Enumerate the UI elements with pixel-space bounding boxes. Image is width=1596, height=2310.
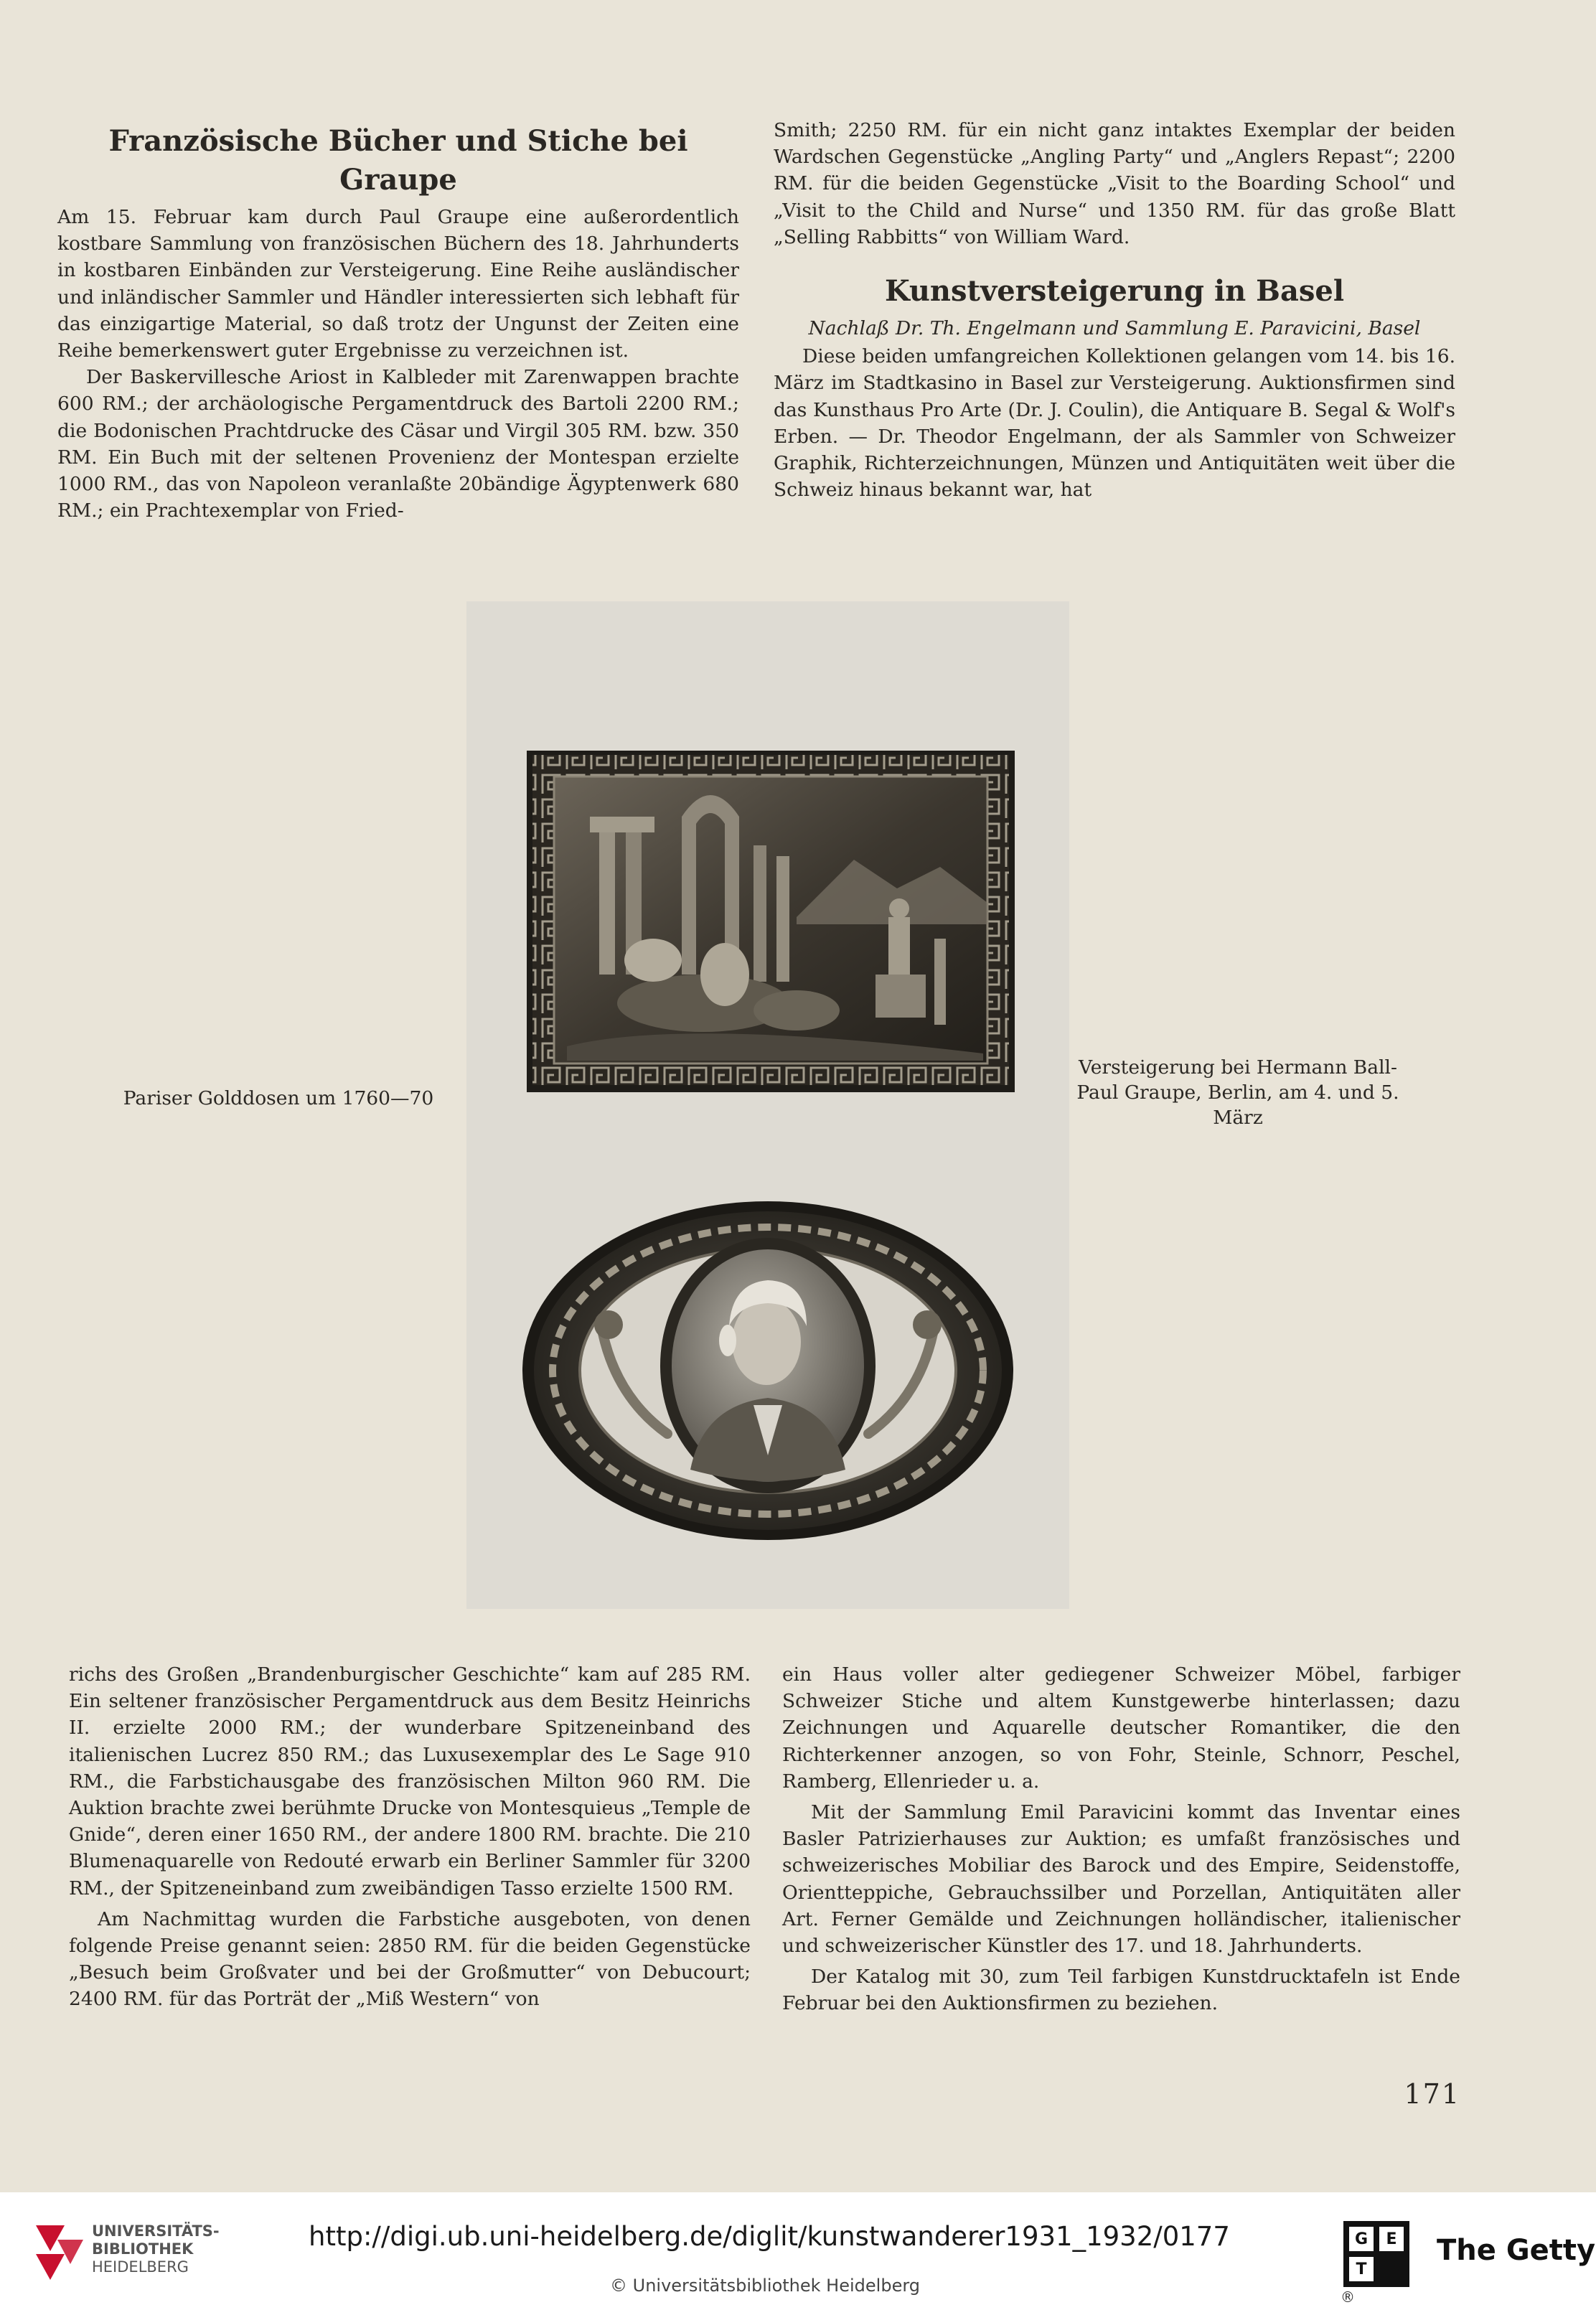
rectangular-gold-box	[527, 751, 1015, 1092]
page-number: 171	[1404, 2078, 1460, 2110]
paragraph: Mit der Sammlung Emil Paravicini kommt das Inventar eines Basler Patrizierhauses zur Auktion; es umfaßt französisches und schweizerisches Mobiliar des Barock und des Empire, Seidenstoffe, Orientteppiche, Gebrauchssilber und Porzellan, Antiquitäten aller Art. Ferner Gemälde und Zeichnungen holländischer, italienischer und schweizerischer Künstler des 17. und 18. Jahrhunderts.	[782, 1801, 1460, 1958]
library-name-line: BIBLIOTHEK	[92, 2240, 194, 2258]
caption-right: Versteigerung bei Hermann Ball-Paul Graupe, Berlin, am 4. und 5. März	[1076, 1056, 1399, 1129]
digitization-footer	[0, 2192, 1596, 2310]
source-url-link[interactable]: http://digi.ub.uni-heidelberg.de/diglit/kunstwanderer1931_1932/0177	[309, 2221, 1230, 2252]
copyright-notice: © Universitätsbibliothek Heidelberg	[610, 2276, 921, 2296]
paragraph: Am 15. Februar kam durch Paul Graupe eine außerordentlich kostbare Sammlung von französischen Büchern des 18. Jahrhunderts in kostbaren Einbänden zur Versteigerung. Eine Reihe ausländischer und inländischer Sammler und Händler interessierten sich lebhaft für das einzigartige Material, so daß trotz der Ungunst der Zeiten eine Reihe bemerkenswert guter Ergebnisse zu verzeichnen ist.	[57, 206, 739, 362]
partner-name: The Getty	[1437, 2234, 1596, 2267]
library-name-line: HEIDELBERG	[92, 2258, 189, 2276]
registered-mark: ®	[1341, 2288, 1355, 2306]
oval-gold-box	[522, 1201, 1013, 1540]
paragraph: ein Haus voller alter gediegener Schweizer Möbel, farbiger Schweizer Stiche und altem Kunstgewerbe hinterlassen; dazu Zeichnungen und Aquarelle deutscher Romantiker, die den Richterkenner anzogen, so von Fohr, Steinle, Schnorr, Peschel, Ramberg, Ellenrieder u. a.	[782, 1663, 1460, 1793]
svg-text:T: T	[1356, 2260, 1367, 2278]
illustration-plate	[466, 601, 1069, 1609]
paragraph: Der Baskervillesche Ariost in Kalbleder mit Zarenwappen brachte 600 RM.; der archäologische Pergamentdruck des Bartoli 2200 RM.; die Bodonischen Prachtdrucke des Cäsar und Virgil 305 RM. bzw. 350 RM. Ein Buch mit der seltenen Provenienz der Montespan erzielte 1000 RM., das von Napoleon veranlaßte 20bändige Ägyptenwerk 680 RM.; ein Prachtexemplar von Fried-	[57, 366, 739, 522]
svg-text:G: G	[1354, 2230, 1369, 2248]
library-name	[92, 2222, 220, 2276]
caption-left: Pariser Golddosen um 1760—70	[123, 1087, 434, 1109]
paragraph: richs des Großen „Brandenburgischer Geschichte“ kam auf 285 RM. Ein seltener französischer Pergamentdruck aus dem Besitz Heinrichs II. erzielte 2000 RM.; der wunderbare Spitzeneinband des italienischen Lucrez 850 RM.; das Luxusexemplar des Le Sage 910 RM., die Farbstichausgabe des französischen Milton 960 RM. Die Auktion brachte zwei berühmte Drucke von Montesquieus „Temple de Gnide“, deren einer 1650 RM., der andere 1800 RM. brachte. Die 210 Blumenaquarelle von Redouté erwarb ein Berliner Sammler für 3200 RM., der Spitzeneinband zum zweibändigen Tasso erzielte 1500 RM.	[69, 1663, 751, 1900]
gold-boxes-illustration	[466, 601, 1069, 1609]
library-name-line: UNIVERSITÄTS-	[92, 2222, 220, 2240]
paragraph: Am Nachmittag wurden die Farbstiche ausgeboten, von denen folgende Preise genannt seien: 2850 RM. für die beiden Gegenstücke „Besuch beim Großvater und bei der Großmutter“ von Debucourt; 2400 RM. für das Porträt der „Miß Western“ von	[69, 1907, 751, 2011]
paragraph: Der Katalog mit 30, zum Teil farbigen Kunstdrucktafeln ist Ende Februar bei den Auktionsfirmen zu beziehen.	[782, 1966, 1460, 2015]
left-bottom-column	[69, 1661, 751, 2013]
paragraph: Smith; 2250 RM. für ein nicht ganz intaktes Exemplar der beiden Wardschen Gegenstücke „Angling Party“ und „Anglers Repast“; 2200 RM. für die beiden Gegenstücke „Visit to the Boarding School“ und „Visit to the Child and Nurse“ und 1350 RM. für das große Blatt „Selling Rabbitts“ von William Ward.	[774, 119, 1455, 248]
paragraph: Diese beiden umfangreichen Kollektionen gelangen vom 14. bis 16. März im Stadtkasino in Basel zur Versteigerung. Auktionsfirmen sind das Kunsthaus Pro Arte (Dr. J. Coulin), die Antiquare B. Segal & Wolf's Erben. — Dr. Theodor Engelmann, der als Sammler von Schweizer Graphik, Richterzeichnungen, Münzen und Antiquitäten weit über die Schweiz hinaus bekannt war, hat	[774, 345, 1455, 502]
heading-basel: Kunstversteigerung in Basel	[884, 274, 1345, 309]
library-logo-icon	[29, 2218, 85, 2284]
left-top-column	[57, 122, 739, 524]
heading-graupe: Französische Bücher und Stiche bei Graupe	[108, 124, 688, 197]
right-top-column	[774, 117, 1455, 503]
byline: Nachlaß Dr. Th. Engelmann und Sammlung E. Paravicini, Basel	[808, 317, 1421, 340]
getty-logo-icon	[1343, 2221, 1409, 2287]
right-bottom-column	[782, 1661, 1460, 2017]
svg-text:E: E	[1386, 2230, 1397, 2248]
